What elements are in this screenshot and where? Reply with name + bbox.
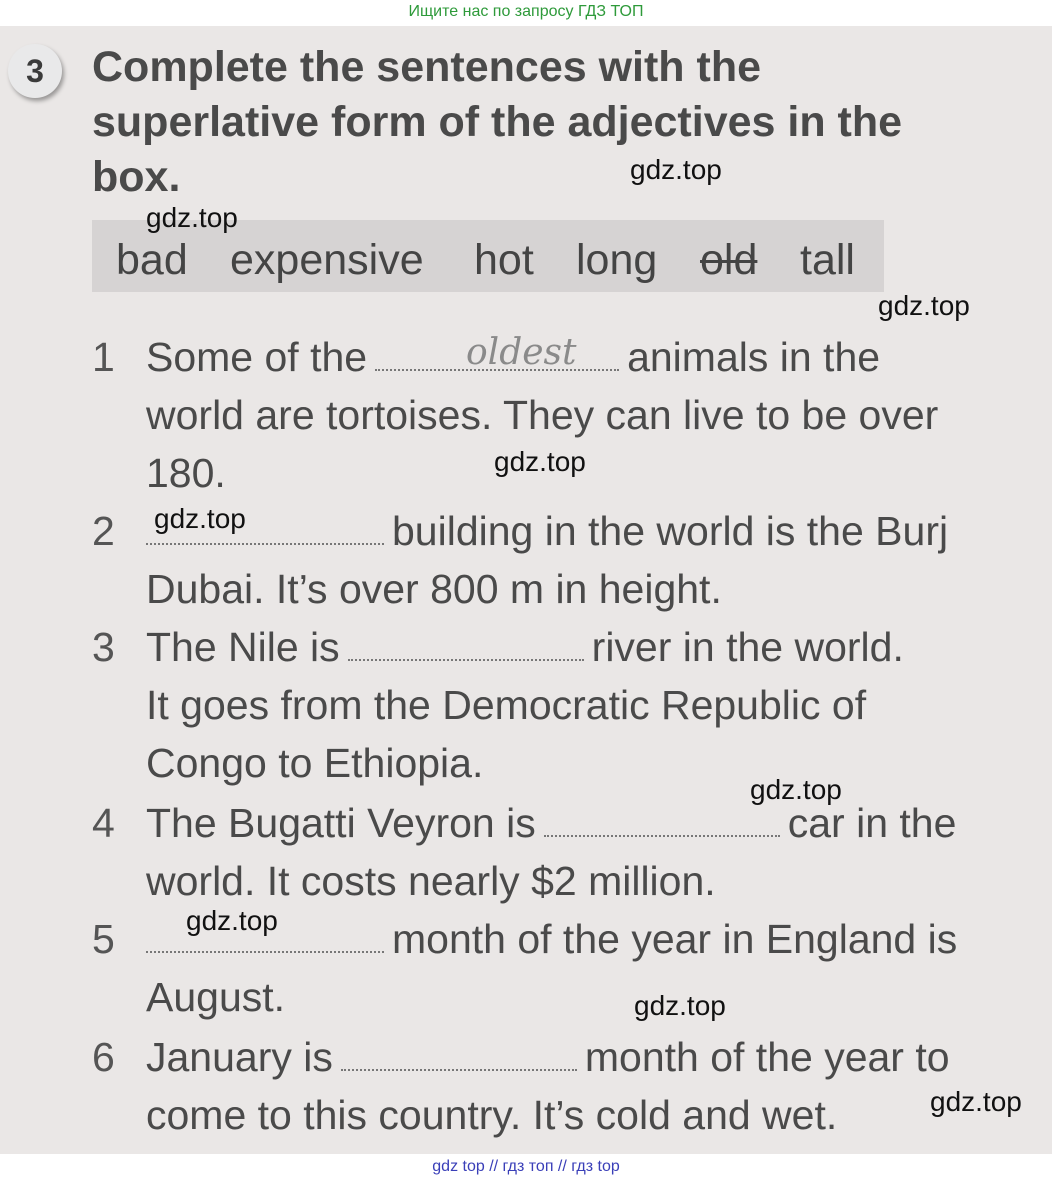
top-banner[interactable]: Ищите нас по запросу ГДЗ ТОП: [408, 3, 644, 20]
answer-blank-6[interactable]: [341, 1061, 577, 1071]
task-instruction: Complete the sentences with the superlative form of the adjectives in the box.: [92, 43, 903, 201]
sentence-4-text-before: The Bugatti Veyron is: [146, 800, 536, 846]
watermark: gdz.top: [750, 774, 842, 805]
sentence-number-2: 2: [92, 508, 115, 554]
sentence-number-3: 3: [92, 624, 115, 670]
sentence-5-line-2: August.: [146, 974, 286, 1020]
watermark: gdz.top: [154, 503, 246, 534]
sentence-1-line-3: 180.: [146, 450, 226, 496]
sentence-number-6: 6: [92, 1034, 115, 1080]
sentence-3-text-after: river in the world.: [591, 624, 904, 670]
sentence-2-line-2: Dubai. It’s over 800 m in height.: [146, 566, 722, 612]
handwritten-answer-1: oldest: [466, 332, 577, 373]
sentence-4-text-after: car in the: [787, 800, 957, 846]
sentence-2-text-after: building in the world is the Burj: [392, 508, 949, 554]
watermark: gdz.top: [878, 290, 970, 321]
watermark: gdz.top: [494, 446, 586, 477]
sentence-6-text-before: January is: [146, 1034, 333, 1080]
footer-links[interactable]: gdz top // гдз топ // гдз top: [432, 1158, 620, 1175]
sentence-number-5: 5: [92, 916, 115, 962]
word-hot: hot: [474, 236, 534, 284]
watermark: gdz.top: [634, 990, 726, 1021]
sentence-number-1: 1: [92, 334, 115, 380]
word-expensive: expensive: [230, 236, 424, 284]
sentence-number-4: 4: [92, 800, 115, 846]
sentence-5-text-after: month of the year in England is: [392, 916, 958, 962]
watermark: gdz.top: [630, 154, 722, 185]
sentence-3-line-1: [146, 624, 904, 671]
answer-blank-3[interactable]: [348, 651, 584, 661]
sentence-1-text-after: animals in the: [627, 334, 881, 380]
answer-blank-2[interactable]: [146, 535, 384, 545]
textbook-page: [0, 26, 1052, 1154]
watermark: gdz.top: [146, 202, 238, 233]
word-old-struck: old: [700, 236, 758, 284]
task-number-badge: 3: [8, 44, 62, 98]
sentence-4-line-2: world. It costs nearly $2 million.: [146, 858, 716, 904]
sentence-3-line-2: It goes from the Democratic Republic of: [146, 682, 867, 728]
answer-blank-4[interactable]: [544, 827, 780, 837]
sentence-6-text-after: month of the year to: [584, 1034, 950, 1080]
answer-blank-5[interactable]: [146, 943, 384, 953]
sentence-6-line-2: come to this country. It’s cold and wet.: [146, 1092, 838, 1138]
sentence-2-line-1: [146, 508, 948, 555]
word-bad: bad: [116, 236, 188, 284]
watermark: gdz.top: [186, 905, 278, 936]
word-long: long: [576, 236, 658, 284]
watermark: gdz.top: [930, 1086, 1022, 1117]
word-tall: tall: [800, 236, 855, 284]
sentence-3-text-before: The Nile is: [146, 624, 340, 670]
sentence-1-line-2: world are tortoises. They can live to be over: [146, 392, 939, 438]
sentence-1-text-before: Some of the: [146, 334, 368, 380]
sentence-6-line-1: [146, 1034, 950, 1081]
sentence-4-line-1: [146, 800, 956, 847]
sentence-3-line-3: Congo to Ethiopia.: [146, 740, 484, 786]
